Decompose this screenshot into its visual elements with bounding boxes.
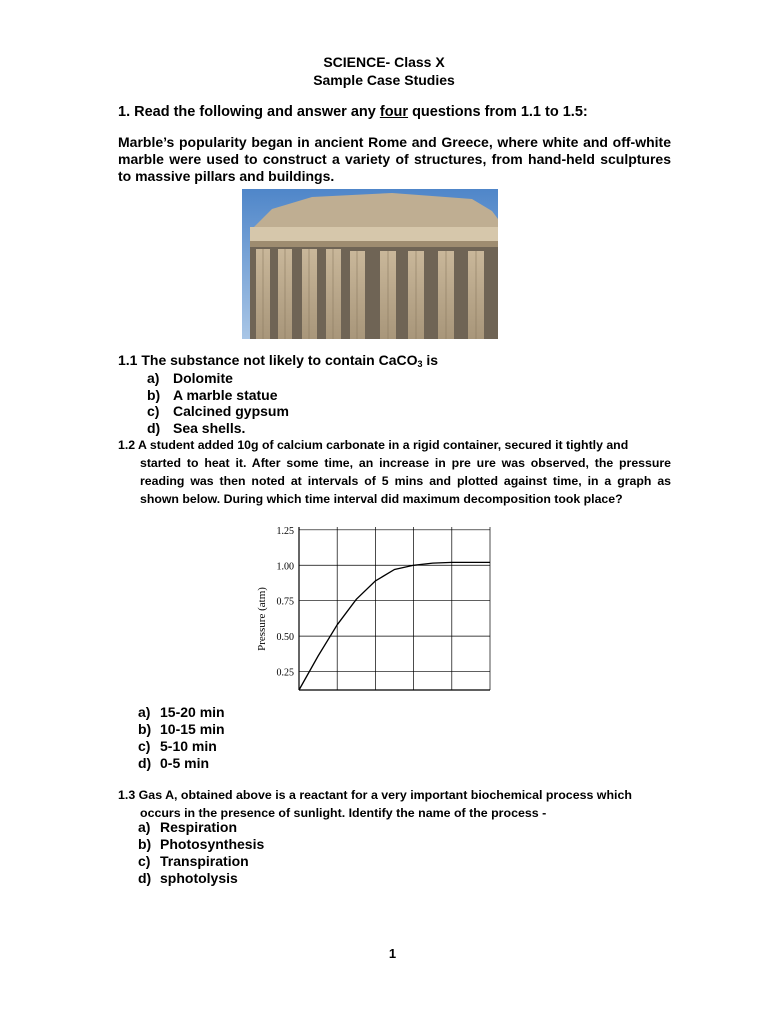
y-tick-label: 1.00 — [276, 561, 294, 573]
question-1-1-options — [147, 370, 289, 436]
option-item: c) 5-10 min — [138, 738, 217, 754]
option-item: c) Calcined gypsum — [147, 403, 289, 419]
grid-horizontal-lines — [299, 530, 490, 690]
question-1-3-line-1: 1.3 Gas A, obtained above is a reactant for a very important biochemical process which — [118, 788, 632, 802]
y-axis-label: Pressure (atm) — [256, 587, 268, 651]
option-item: a) 15-20 min — [138, 704, 225, 720]
question-1-1: 1.1 The substance not likely to contain CaCO$_3$ is — [118, 352, 439, 369]
grid-vertical-lines — [299, 527, 490, 690]
title-line-2: Sample Case Studies — [313, 72, 455, 88]
y-tick-label: 0.25 — [276, 667, 294, 679]
question-1-heading: 1. Read the following and answer any four questions from 1.1 to 1.5: — [118, 104, 588, 120]
option-item: d) Sea shells. — [147, 419, 246, 436]
question-1-2-first-line: 1.2 A student added 10g of calcium carbonate in a rigid container, secured it tightly and — [118, 438, 629, 452]
question-1-2-body: started to heat it. After some time, an increase in pre ure was observed, the pressure reading was then noted at intervals of 5 mins and plotted against time, in a graph as shown below. During which time interval did maximum decomposition took place? — [140, 456, 671, 506]
y-tick-label: 1.25 — [276, 525, 294, 537]
option-item: a) Respiration — [138, 819, 238, 835]
option-item: d) sphotolysis — [138, 870, 238, 886]
option-item: b) A marble statue — [147, 386, 278, 403]
option-item: c) Transpiration — [138, 853, 249, 869]
parthenon-photo — [242, 189, 498, 339]
option-item: a) Dolomite — [147, 370, 233, 386]
pressure-time-graph — [252, 522, 497, 697]
option-item: d) 0-5 min — [138, 755, 210, 771]
y-tick-label: 0.50 — [276, 632, 294, 644]
question-1-3-options — [138, 819, 264, 887]
underlined-word: four — [379, 104, 409, 120]
document-title — [0, 53, 768, 89]
passage: Marble’s popularity began in ancient Rome and Greece, where white and off-white marble were used to construct a variety of structures, from hand-held sculptures to massive pillars and buildings. — [118, 134, 671, 184]
y-tick-label: 0.75 — [276, 596, 294, 608]
pressure-curve — [299, 562, 490, 690]
question-1-2 — [118, 436, 671, 508]
y-tick-labels — [277, 526, 295, 679]
question-1-3-line-2: occurs in the presence of sunlight. Identify the name of the process - — [140, 806, 547, 820]
question-1-2-options — [138, 704, 225, 772]
option-item: b) 10-15 min — [138, 721, 225, 737]
page-number: 1 — [388, 946, 397, 961]
title-line-1: SCIENCE- Class X — [323, 54, 445, 70]
question-1-3 — [118, 786, 678, 822]
option-item: b) Photosynthesis — [138, 836, 265, 852]
